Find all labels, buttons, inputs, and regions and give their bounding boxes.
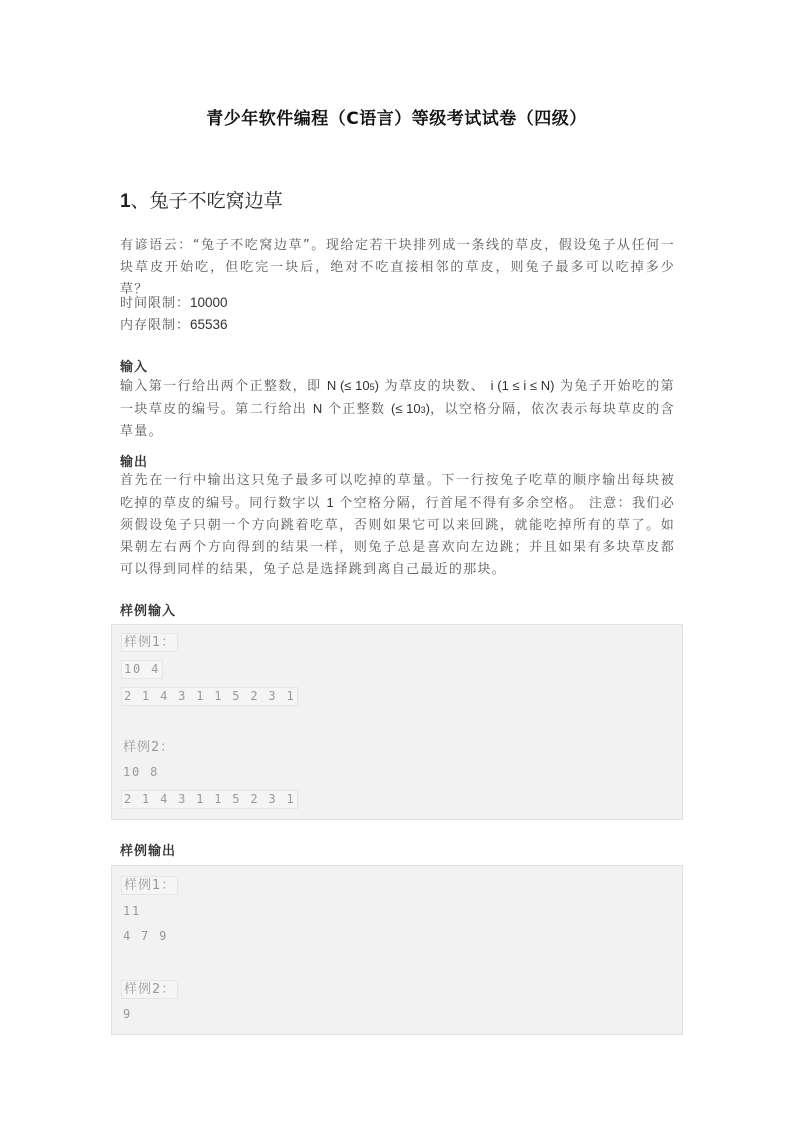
output-one-symbol: 1	[326, 495, 334, 510]
input-bound-symbol: (≤ 10	[391, 401, 421, 416]
sample-output-line: 样例1：	[121, 876, 178, 895]
sample-input-line: 10 8	[123, 765, 160, 779]
input-text-part: 输入第一行给出两个正整数，即	[120, 379, 322, 394]
sample-output-line: 11	[123, 904, 142, 918]
output-label: 输出	[120, 455, 149, 470]
input-text-part: 为草皮的块数、	[384, 379, 486, 394]
output-text-part: 个空格分隔，行首尾不得有多余空格。 注意：我们必须假设兔子只朝一个方向跳着吃草，否则如果它可以来回跳，就能吃掉所有的草了。如果朝左右两个方向得到的结果一样，则兔子总是喜欢向左边跳；并且如果有多块草皮都可以得到同样的结果，兔子总是选择跳到离自己最近的那块。	[120, 496, 675, 577]
sample-output-line: 样例2：	[121, 980, 178, 999]
time-limit-label: 时间限制：	[120, 296, 191, 311]
input-n-exponent: 5	[369, 382, 375, 392]
time-limit-value: 10000	[190, 295, 228, 310]
sample-input-line: 样例2：	[123, 740, 175, 755]
problem-number-separator: 、	[130, 190, 150, 212]
input-label: 输入	[120, 360, 149, 375]
input-n-close: )	[374, 378, 379, 393]
problem-description: 有谚语云：“兔子不吃窝边草”。现给定若干块排列成一条线的草皮，假设兔子从任何一块草皮开始吃，但吃完一块后，绝对不吃直接相邻的草皮，则兔子最多可以吃掉多少草？	[120, 238, 675, 297]
memory-limit-value: 65536	[190, 317, 228, 332]
problem-number: 1	[120, 191, 131, 212]
input-text-part: 个正整数	[327, 402, 386, 417]
sample-output-line: 4 7 9	[123, 929, 169, 943]
input-text-part: ，以空格分隔，依次表示每块草皮的含草量。	[120, 402, 675, 439]
output-text-part: 首先在一行中输出这只兔子最多可以吃掉的草量。下一行按兔子吃草的顺序输出每块被吃掉的草皮的编号。同行数字以	[120, 473, 675, 511]
sample-input-label: 样例输入	[120, 604, 177, 619]
limits	[120, 292, 228, 336]
sample-output-line: 9	[123, 1007, 133, 1021]
input-description	[120, 375, 675, 443]
input-text-part: 为兔子开始吃的第一块草皮的编号。第二行给出	[120, 379, 675, 417]
problem-heading	[120, 186, 283, 213]
input-n2-symbol: N	[312, 401, 323, 416]
memory-limit	[120, 314, 228, 336]
sample-output-label: 样例输出	[120, 844, 177, 859]
input-bound-exponent: 3	[420, 405, 426, 415]
sample-input-box	[111, 624, 683, 820]
time-limit	[120, 292, 228, 314]
sample-input-line: 2 1 4 3 1 1 5 2 3 1	[121, 790, 298, 809]
sample-output-box	[111, 865, 683, 1035]
page-title: 青少年软件编程（C语言）等级考试试卷（四级）	[206, 109, 587, 129]
sample-input-line: 样例1：	[121, 633, 178, 652]
input-i-symbol: i (1 ≤ i ≤ N)	[490, 378, 555, 393]
output-description	[120, 470, 675, 581]
sample-input-line: 10 4	[121, 660, 163, 679]
sample-input-line: 2 1 4 3 1 1 5 2 3 1	[121, 687, 298, 706]
input-bound-close: )	[425, 401, 431, 416]
memory-limit-label: 内存限制：	[120, 318, 191, 333]
problem-name: 兔子不吃窝边草	[149, 190, 283, 212]
input-n-symbol: N (≤ 10	[326, 378, 370, 393]
